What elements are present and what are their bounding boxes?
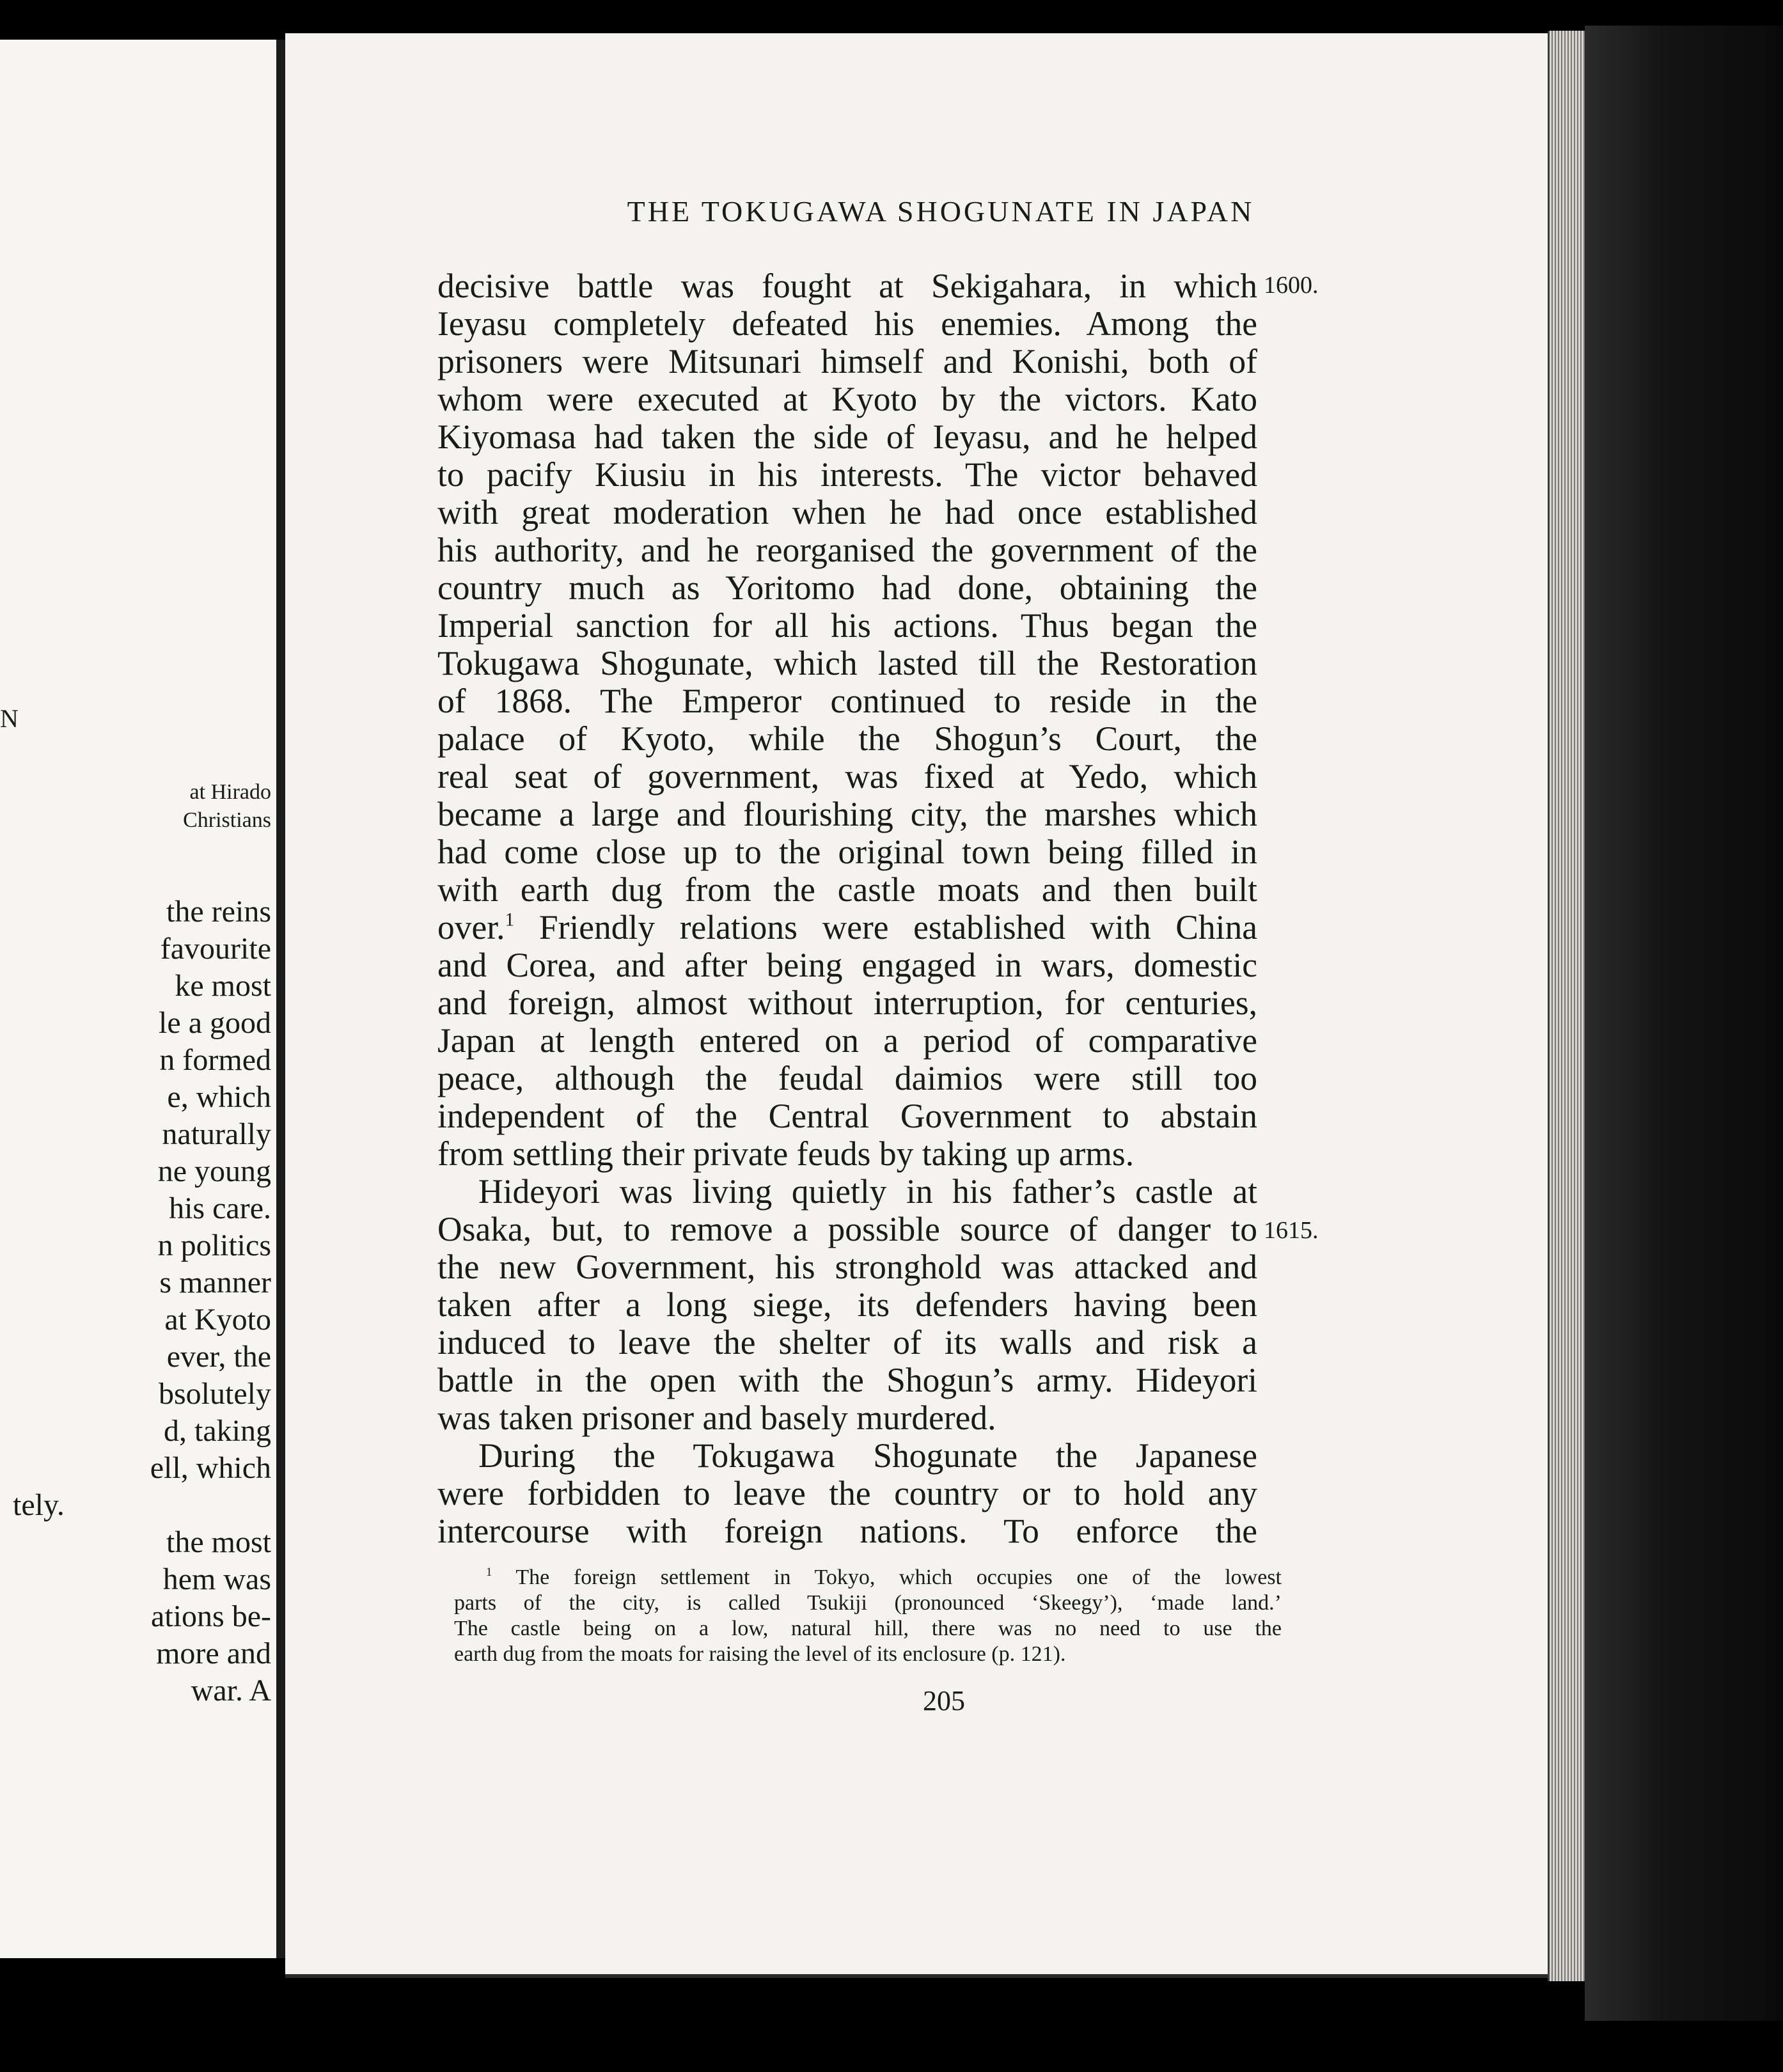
- left-text-line: tely.: [13, 1488, 65, 1522]
- body-text-line: and Corea, and after being engaged in wars, domestic: [437, 946, 1257, 984]
- body-text-line: of 1868. The Emperor continued to reside in the: [437, 682, 1257, 720]
- footnote-line: earth dug from the moats for raising the level of its enclosure (p. 121).: [454, 1642, 1066, 1666]
- footnote: [454, 1565, 1282, 1667]
- body-text-line: Kiyomasa had taken the side of Ieyasu, and he helped: [437, 418, 1257, 456]
- footnote-reference: 1: [505, 909, 515, 930]
- body-text-line: had come close up to the original town being filled in: [437, 833, 1257, 871]
- body-text-line: battle in the open with the Shogun’s army. Hideyori: [437, 1361, 1257, 1399]
- left-sidenote-line: Christians: [183, 808, 271, 832]
- left-text-line: n politics: [157, 1228, 271, 1262]
- left-text-line: more and: [156, 1636, 271, 1670]
- left-text-line: his care.: [169, 1191, 271, 1225]
- right-page: [285, 33, 1571, 1978]
- body-text-line: his authority, and he reorganised the government of the: [437, 531, 1257, 569]
- body-text-line: palace of Kyoto, while the Shogun’s Court, the: [437, 719, 1257, 758]
- body-text-fragment: over.: [437, 908, 505, 946]
- body-text-line: During the Tokugawa Shogunate the Japanese: [478, 1436, 1257, 1475]
- body-text-fragment: Friendly relations were established with China: [514, 908, 1257, 946]
- book-binding-shadow: [1585, 26, 1783, 2021]
- body-text-line: real seat of government, was fixed at Yedo, which: [437, 757, 1257, 796]
- left-text-line: ke most: [175, 969, 271, 1003]
- body-text-line: independent of the Central Government to abstain: [437, 1097, 1257, 1135]
- left-text-line: n formed: [159, 1043, 271, 1077]
- body-text-line: were forbidden to leave the country or to hold any: [437, 1474, 1257, 1512]
- body-text-line-with-note-ref: [437, 909, 1257, 946]
- running-head: THE TOKUGAWA SHOGUNATE IN JAPAN: [627, 195, 1255, 228]
- margin-date: 1615.: [1264, 1217, 1319, 1244]
- body-text-line: with great moderation when he had once established: [437, 493, 1257, 531]
- left-text-line: the most: [166, 1525, 271, 1559]
- body-text-line: with earth dug from the castle moats and then built: [437, 870, 1257, 909]
- body-text-line: the new Government, his stronghold was attacked and: [437, 1248, 1257, 1286]
- left-text-line: d, taking: [164, 1414, 271, 1448]
- body-text-line: was taken prisoner and basely murdered.: [437, 1399, 996, 1437]
- body-text-line: induced to leave the shelter of its walls and risk a: [437, 1323, 1257, 1362]
- footnote-line: [454, 1565, 1282, 1590]
- body-text-line: from settling their private feuds by taking up arms.: [437, 1134, 1135, 1173]
- left-text-line: the reins: [166, 895, 271, 929]
- left-text-line: bsolutely: [159, 1377, 271, 1411]
- left-sidenote-line: at Hirado: [189, 780, 271, 804]
- page-block-edge: [1548, 31, 1587, 1981]
- body-text-line: Osaka, but, to remove a possible source of danger to: [437, 1210, 1257, 1248]
- left-text-line: hem was: [162, 1562, 271, 1596]
- body-text-line: decisive battle was fought at Sekigahara, in which: [437, 267, 1257, 305]
- body-text-line: to pacify Kiusiu in his interests. The victor behaved: [437, 455, 1257, 494]
- body-text-line: peace, although the feudal daimios were still too: [437, 1059, 1257, 1097]
- body-text-line: became a large and flourishing city, the marshes which: [437, 795, 1257, 833]
- body-text-line: Tokugawa Shogunate, which lasted till the Restoration: [437, 644, 1257, 682]
- left-text-line: e, which: [167, 1080, 271, 1114]
- left-text-line: s manner: [159, 1266, 271, 1299]
- footnote-line: parts of the city, is called Tsukiji (pronounced ‘Skeegy’), ‘made land.’: [454, 1591, 1282, 1615]
- body-text-line: whom were executed at Kyoto by the victors. Kato: [437, 380, 1257, 418]
- footnote-marker: 1: [486, 1565, 492, 1579]
- left-page: [0, 40, 276, 1958]
- left-text-line: at Kyoto: [164, 1303, 271, 1337]
- body-text-line: taken after a long siege, its defenders having been: [437, 1285, 1257, 1324]
- body-text-line: intercourse with foreign nations. To enforce the: [437, 1512, 1257, 1550]
- left-text-line: ell, which: [150, 1451, 271, 1485]
- body-text-line: Ieyasu completely defeated his enemies. Among the: [437, 304, 1257, 343]
- left-text-line: ations be-: [151, 1599, 271, 1633]
- body-text-line: Hideyori was living quietly in his father’s castle at: [478, 1172, 1257, 1211]
- left-text-line: ne young: [157, 1154, 271, 1188]
- book-gutter: [276, 40, 285, 1958]
- body-text-line: Japan at length entered on a period of comparative: [437, 1021, 1257, 1060]
- left-page-heading-fragment: N: [0, 704, 19, 733]
- body-text-line: prisoners were Mitsunari himself and Konishi, both of: [437, 342, 1257, 381]
- left-text-line: naturally: [162, 1117, 271, 1151]
- body-text-line: country much as Yoritomo had done, obtaining the: [437, 569, 1257, 607]
- page-number: 205: [923, 1685, 965, 1716]
- body-text-line: Imperial sanction for all his actions. Thus began the: [437, 606, 1257, 645]
- left-text-line: war. A: [191, 1674, 271, 1707]
- footnote-text: The foreign settlement in Tokyo, which occupies one of the lowest: [515, 1566, 1282, 1589]
- left-text-line: ever, the: [166, 1340, 271, 1374]
- footnote-line: The castle being on a low, natural hill, there was no need to use the: [454, 1617, 1282, 1640]
- body-text-line: and foreign, almost without interruption, for centuries,: [437, 984, 1257, 1022]
- margin-date: 1600.: [1264, 272, 1319, 299]
- left-text-line: le a good: [159, 1006, 271, 1040]
- left-text-line: favourite: [160, 932, 271, 966]
